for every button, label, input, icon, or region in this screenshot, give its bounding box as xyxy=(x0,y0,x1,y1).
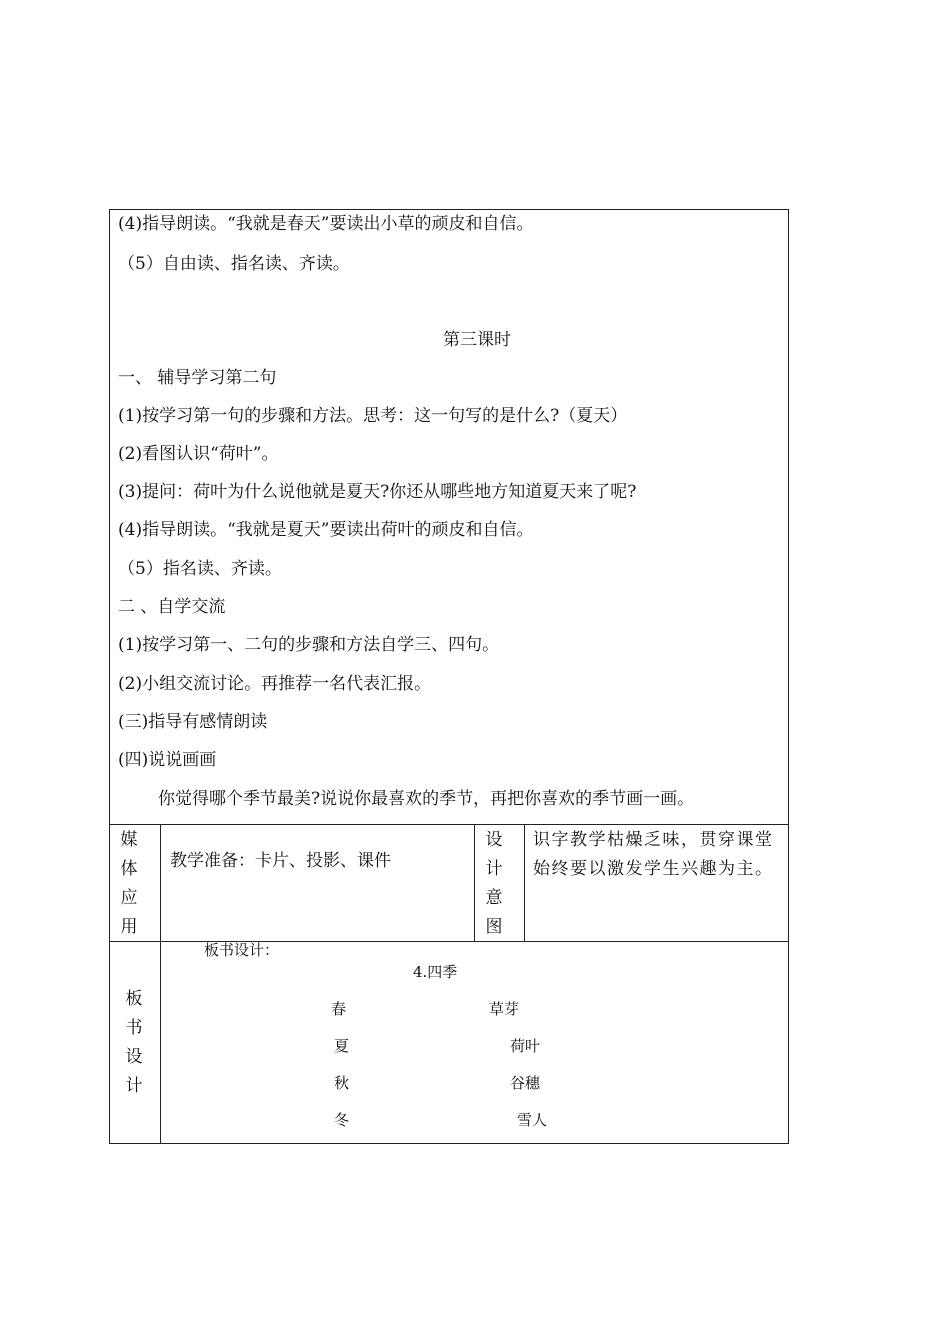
lesson-line: (1)按学习第一句的步骤和方法。思考：这一句写的是什么?（夏天） xyxy=(118,406,628,426)
col-divider-label xyxy=(160,824,161,1144)
board-item: 草芽 xyxy=(489,1000,520,1018)
lesson-heading: 第三课时 xyxy=(443,330,511,350)
media-content: 教学准备：卡片、投影、课件 xyxy=(170,851,391,871)
lesson-line: (3)提问：荷叶为什么说他就是夏天?你还从哪些地方知道夏天来了呢? xyxy=(118,482,637,502)
lesson-line: (四)说说画画 xyxy=(118,750,217,770)
board-title: 4.四季 xyxy=(413,963,458,981)
intent-label: 设 计 意 图 xyxy=(485,830,503,937)
board-item: 雪人 xyxy=(517,1111,548,1129)
lesson-line: (三)指导有感情朗读 xyxy=(118,712,268,732)
lesson-line: (1)按学习第一、二句的步骤和方法自学三、四句。 xyxy=(118,635,500,655)
board-header: 板书设计： xyxy=(204,941,280,959)
board-item: 荷叶 xyxy=(510,1037,541,1055)
lesson-line: 一、 辅导学习第二句 xyxy=(118,368,277,388)
lesson-line: （5）指名读、齐读。 xyxy=(118,559,282,579)
board-label: 板 书 设 计 xyxy=(125,989,143,1096)
col-divider-intent-text xyxy=(524,824,525,941)
board-item: 谷穗 xyxy=(510,1074,541,1092)
lesson-line: (4)指导朗读。“我就是春天”要读出小草的顽皮和自信。 xyxy=(118,214,534,234)
lesson-line: 二 、自学交流 xyxy=(118,597,226,617)
board-season: 夏 xyxy=(334,1037,350,1055)
media-label: 媒 体 应 用 xyxy=(120,830,138,937)
lesson-line: 你觉得哪个季节最美?说说你最喜欢的季节，再把你喜欢的季节画一画。 xyxy=(158,789,695,809)
intent-text: 识字教学枯燥乏味，贯穿课堂始终要以激发学生兴趣为主。 xyxy=(533,830,774,879)
board-season: 春 xyxy=(331,1000,347,1018)
lesson-line: (2)看图认识“荷叶”。 xyxy=(118,444,279,464)
lesson-line: (2)小组交流讨论。再推荐一名代表汇报。 xyxy=(118,674,432,694)
lesson-line: （5）自由读、指名读、齐读。 xyxy=(118,254,350,274)
col-divider-intent-label xyxy=(474,824,475,941)
row-divider-media xyxy=(110,824,788,825)
board-season: 冬 xyxy=(334,1111,350,1129)
lesson-line: (4)指导朗读。“我就是夏天”要读出荷叶的顽皮和自信。 xyxy=(118,520,534,540)
board-season: 秋 xyxy=(334,1074,350,1092)
